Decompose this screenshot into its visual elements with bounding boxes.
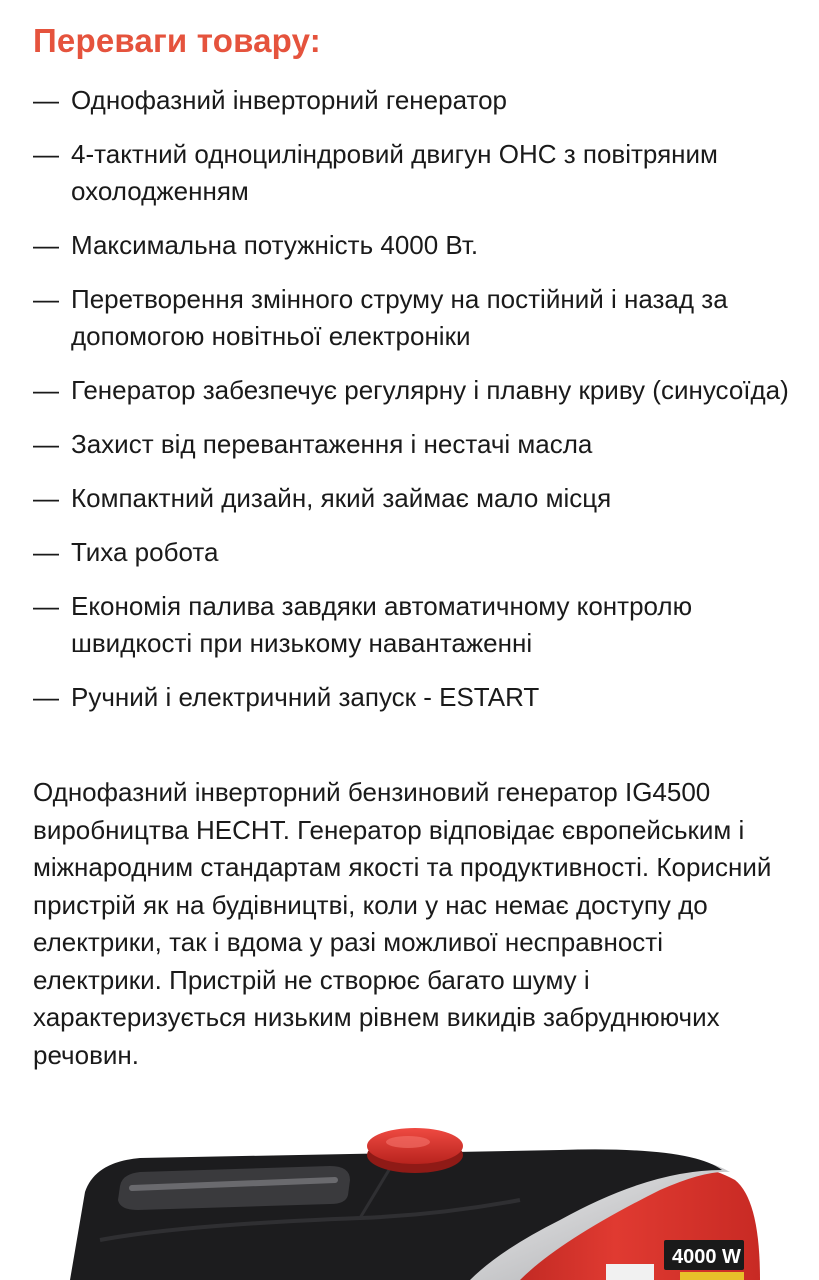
feature-text: Економія палива завдяки автоматичному контролю швидкості при низькому навантаженні bbox=[71, 591, 693, 658]
feature-item bbox=[33, 227, 793, 264]
feature-item bbox=[33, 480, 793, 517]
feature-text: Перетворення змінного струму на постійний і назад за допомогою новітньої електроніки bbox=[71, 284, 728, 351]
dash-bullet: — bbox=[33, 230, 59, 260]
dash-bullet: — bbox=[33, 375, 59, 405]
feature-text: Тиха робота bbox=[71, 537, 219, 567]
feature-item bbox=[33, 679, 793, 716]
feature-item bbox=[33, 426, 793, 463]
dash-bullet: — bbox=[33, 139, 59, 169]
feature-item bbox=[33, 82, 793, 119]
dash-bullet: — bbox=[33, 429, 59, 459]
dash-bullet: — bbox=[33, 85, 59, 115]
dash-bullet: — bbox=[33, 284, 59, 314]
feature-item bbox=[33, 588, 793, 662]
feature-text: Однофазний інверторний генератор bbox=[71, 85, 507, 115]
feature-text: Ручний і електричний запуск - ESTART bbox=[71, 682, 540, 712]
feature-text: Захист від перевантаження і нестачі масла bbox=[71, 429, 593, 459]
brand-logo-area bbox=[606, 1264, 654, 1280]
feature-text: Генератор забезпечує регулярну і плавну криву (синусоїда) bbox=[71, 375, 789, 405]
dash-bullet: — bbox=[33, 537, 59, 567]
feature-item bbox=[33, 372, 793, 409]
product-description: Однофазний інверторний бензиновий генератор IG4500 виробництва HECHT. Генератор відповідає європейським і міжнародним стандартам якості та продуктивності. Корисний пристрій як на будівництві, коли у нас немає доступу до електрики, так і вдома у разі можливої несправності електрики. Пристрій не створює багато шуму і характеризується низьким рівнем викидів забруднюючих речовин. bbox=[33, 777, 772, 1070]
badge-stripe bbox=[680, 1272, 744, 1280]
feature-text: Компактний дизайн, який займає мало місця bbox=[71, 483, 612, 513]
section-heading: Переваги товару: bbox=[33, 22, 321, 59]
dash-bullet: — bbox=[33, 483, 59, 513]
feature-item bbox=[33, 534, 793, 571]
fuel-cap-shine bbox=[386, 1136, 430, 1148]
dash-bullet: — bbox=[33, 591, 59, 621]
features-list bbox=[33, 82, 793, 733]
feature-text: Максимальна потужність 4000 Вт. bbox=[71, 230, 479, 260]
power-badge-text: 4000 W bbox=[672, 1246, 741, 1268]
feature-item bbox=[33, 136, 793, 210]
feature-item bbox=[33, 281, 793, 355]
generator-product-image bbox=[0, 1100, 819, 1280]
dash-bullet: — bbox=[33, 682, 59, 712]
feature-text: 4-тактний одноциліндровий двигун OHC з повітряним охолодженням bbox=[71, 139, 718, 206]
